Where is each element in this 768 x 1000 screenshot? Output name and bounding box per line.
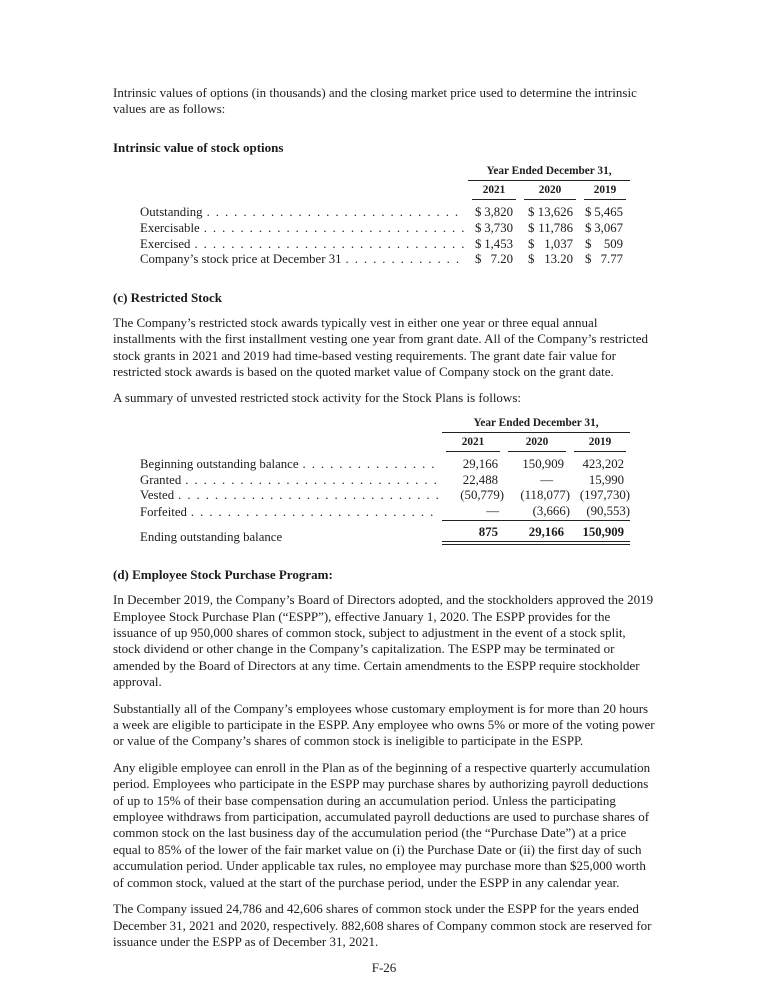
page-number: F-26 (371, 960, 397, 976)
year-column-header: 2020 (524, 184, 576, 200)
table-row (140, 504, 630, 521)
currency-symbol: $ (528, 252, 535, 267)
year-column-header: 2019 (584, 184, 626, 200)
cell-value: (197,730) (579, 488, 631, 503)
cell-value: 875 (478, 524, 498, 539)
currency-symbol: $ (475, 252, 482, 267)
dot-leader (185, 473, 438, 489)
cell-value: 22,488 (462, 472, 498, 487)
dot-leader (194, 237, 464, 253)
year-column-header: 2021 (472, 184, 516, 200)
espp-paragraph-1: In December 2019, the Company’s Board of Directors adopted, and the stockholders approved the 2019 Employee Stock Purchase Plan (“ESPP”), effective January 1, 2020. The ESPP provides for the issuance of up 950,000 shares of common stock, subject to adjustment in the event of a stock split, stock dividend or other change in the Company’s capitalization. The ESPP may be terminated or amended by the Board of Directors at any time. Certain amendments to the ESPP require stockholder approval. (113, 592, 654, 690)
year-column-header: 2020 (508, 436, 566, 452)
year-column-header: 2021 (446, 436, 500, 452)
table-row (140, 452, 630, 473)
year-column-header: 2019 (574, 436, 626, 452)
table-spanner-row (140, 417, 630, 434)
restricted-paragraph-1: The Company’s restricted stock awards typically vest in either one year or three equal annual installments with the first installment vesting one year from grant date. All of the Company’s restricted stock grants in 2021 and 2019 had time-based vesting requirements. The grant date fair value for restricted stock awards is based on the quoted market value of Company stock on the grant date. (113, 314, 649, 379)
row-label: Granted (140, 472, 182, 487)
cell-value: (3,666) (532, 504, 570, 518)
cell-value: 29,166 (462, 457, 498, 472)
cell-value: 15,990 (588, 472, 625, 487)
cell-value: 7.20 (490, 252, 513, 267)
table-row (140, 473, 630, 489)
table-row (140, 221, 630, 237)
cell-value: 1,037 (544, 236, 573, 251)
table-year-header-row (140, 181, 630, 200)
table-row (140, 252, 630, 268)
currency-symbol: $ (528, 205, 535, 220)
espp-paragraph-3: Any eligible employee can enroll in the Plan as of the beginning of a respective quarterly accumulation period. Employees who participate in the ESPP may purchase shares by authorizing payroll deductions of up to 15% of their base compensation during an accumulation period. Unless the participating employee withdraws from participation, accumulated payroll deductions are used to purchase shares of common stock on the last business day of the accumulation period (the “Purchase Date”) at a price equal to 85% of the lower of the fair market value on (i) the Purchase Date or (ii) the first day of such accumulation period. Under applicable tax rules, no employee may purchase more than $25,000 worth of common stock, valued at the start of the purchase period, under the ESPP in any calendar year. (113, 759, 651, 890)
dot-leader (191, 505, 438, 521)
dot-leader (303, 457, 438, 473)
table-spanner-row (140, 165, 630, 182)
dot-leader (204, 221, 464, 237)
table-row (140, 488, 630, 504)
cell-value: 423,202 (582, 457, 625, 472)
intrinsic-value-heading: Intrinsic value of stock options (113, 139, 284, 155)
cell-value: 3,067 (594, 220, 624, 235)
cell-value: (90,553) (586, 504, 631, 518)
cell-value: 509 (603, 236, 624, 251)
currency-symbol: $ (585, 236, 592, 251)
table-row (140, 200, 630, 221)
espp-heading: (d) Employee Stock Purchase Program: (113, 567, 333, 583)
row-label: Ending outstanding balance (140, 529, 283, 544)
currency-symbol: $ (585, 205, 592, 220)
cell-value: 1,453 (484, 236, 513, 251)
row-label: Exercisable (140, 220, 200, 235)
cell-value: 150,909 (582, 524, 625, 539)
cell-value: 3,730 (484, 220, 513, 235)
dot-leader (207, 205, 464, 221)
cell-value: 3,820 (484, 205, 513, 220)
intrinsic-options-table (140, 165, 630, 268)
cell-value: 13.20 (544, 252, 573, 267)
cell-value: (50,779) (460, 488, 504, 503)
cell-value: 29,166 (528, 524, 564, 539)
dot-leader (346, 252, 465, 268)
intro-paragraph: Intrinsic values of options (in thousands) and the closing market price used to determine the intrinsic values are as follows: (113, 85, 637, 117)
restricted-paragraph-2: A summary of unvested restricted stock activity for the Stock Plans is follows: (113, 390, 521, 406)
restricted-stock-table (140, 417, 630, 545)
currency-symbol: $ (475, 220, 482, 235)
table-spanner: Year Ended December 31, (468, 165, 630, 182)
cell-value: 7.77 (600, 252, 624, 267)
cell-value: 13,626 (537, 205, 573, 220)
table-total-row (140, 521, 630, 546)
espp-paragraph-4: The Company issued 24,786 and 42,606 shares of common stock under the ESPP for the years ended December 31, 2021 and 2020, respectively. 882,608 shares of Company common stock are reserved for issuance under the ESPP as of December 31, 2021. (113, 901, 652, 949)
currency-symbol: $ (528, 220, 535, 235)
currency-symbol: $ (475, 236, 482, 251)
espp-paragraph-2: Substantially all of the Company’s employees whose customary employment is for more than 20 hours a week are eligible to participate in the ESPP. Any employee who owns 5% or more of the voting power or value of the Company’s shares of common stock is ineligible to participate in the ESPP. (113, 700, 655, 749)
table-year-header-row (140, 433, 630, 452)
table-row (140, 237, 630, 253)
cell-value: 11,786 (538, 220, 573, 235)
currency-symbol: $ (475, 205, 482, 220)
row-label: Vested (140, 488, 175, 503)
row-label: Company’s stock price at December 31 (140, 252, 342, 267)
currency-symbol: $ (585, 220, 592, 235)
row-label: Forfeited (140, 505, 187, 519)
table-spanner: Year Ended December 31, (442, 417, 630, 434)
dot-leader (178, 488, 438, 504)
currency-symbol: $ (585, 252, 592, 267)
cell-value: 150,909 (522, 457, 564, 472)
row-label: Beginning outstanding balance (140, 457, 299, 472)
cell-value: 5,465 (594, 205, 624, 220)
cell-value: — (486, 504, 499, 518)
row-label: Outstanding (140, 205, 203, 220)
restricted-stock-heading: (c) Restricted Stock (113, 289, 223, 305)
cell-value: (118,077) (520, 488, 570, 503)
row-label: Exercised (140, 236, 191, 251)
cell-value: — (540, 472, 553, 487)
currency-symbol: $ (528, 236, 535, 251)
